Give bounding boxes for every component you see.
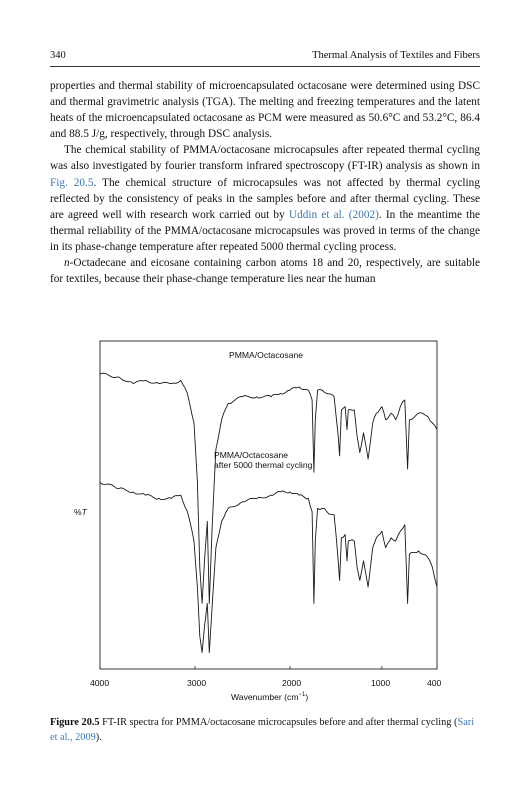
running-header <box>50 50 480 64</box>
x-tick-label-3000: 3000 <box>187 678 207 688</box>
y-axis-label: %T <box>74 507 87 517</box>
running-title: Thermal Analysis of Textiles and Fibers <box>312 50 480 61</box>
series-label-cycled-line2: after 5000 thermal cycling <box>214 460 313 470</box>
series-layer <box>100 373 437 652</box>
plot-frame <box>100 341 437 669</box>
series-label-pmma: PMMA/Octacosane <box>229 350 304 360</box>
x-tick-layer <box>100 666 437 669</box>
page-number: 340 <box>50 50 66 61</box>
citation-link-uddin[interactable]: Uddin et al. (2002) <box>288 208 379 221</box>
x-tick-label-2000: 2000 <box>282 678 302 688</box>
x-tick-label-1000: 1000 <box>371 678 391 688</box>
series-line-after-cycling <box>100 482 437 653</box>
figure-caption: Figure 20.5 FT-IR spectra for PMMA/octacosane microcapsules before and after thermal cycling (Sari et al., 2009). <box>50 717 475 743</box>
figure-link[interactable]: Fig. 20.5 <box>50 176 94 189</box>
series-label-cycled-line1: PMMA/Octacosane <box>214 450 289 460</box>
x-tick-label-400: 400 <box>427 678 442 688</box>
ftir-figure <box>68 338 463 703</box>
paragraph-1: properties and thermal stability of microencapsulated octacosane were determined using DSC and thermal gravimetric analysis (TGA). The melting and freezing temperatures and the latent heats of the microencapsulated octacosane as PCM were measured as 50.6°C and 53.2°C, 86.4 and 88.5 J/g, respectively, through DSC analysis. <box>50 80 480 141</box>
caption-label: Figure 20.5 <box>50 717 100 728</box>
citation-link-sari[interactable]: Sari et al., 2009 <box>50 717 475 743</box>
header-rule <box>50 66 480 67</box>
x-axis-label: Wavenumber $(cm^{-1})$ <box>231 692 309 702</box>
paragraph-3: n-Octadecane and eicosane containing carbon atoms 18 and 20, respectively, are suitable for textiles, because their phase-change temperature lies near the human <box>50 257 480 286</box>
body-text <box>50 78 480 287</box>
series-line-pmma-octacosane <box>100 373 437 603</box>
x-tick-label-4000: 4000 <box>90 678 110 688</box>
paragraph-2: The chemical stability of PMMA/octacosane microcapsules after repeated thermal cycling was also investigated by fourier transform infrared spectroscopy (FT-IR) analysis as shown in Fig. 20.5. The chemical structure of microcapsules was not affected by thermal cycling reflected by the consistency of peaks in the samples before and after thermal cycling. These are agreed well with research work carried out by Uddin et al. (2002). In the meantime the thermal reliability of the PMMA/octacosane microcapsules was proved in terms of the change in its phase-change temperature after repeated 5000 thermal cycling process. <box>50 144 480 253</box>
ftir-chart <box>68 338 463 703</box>
